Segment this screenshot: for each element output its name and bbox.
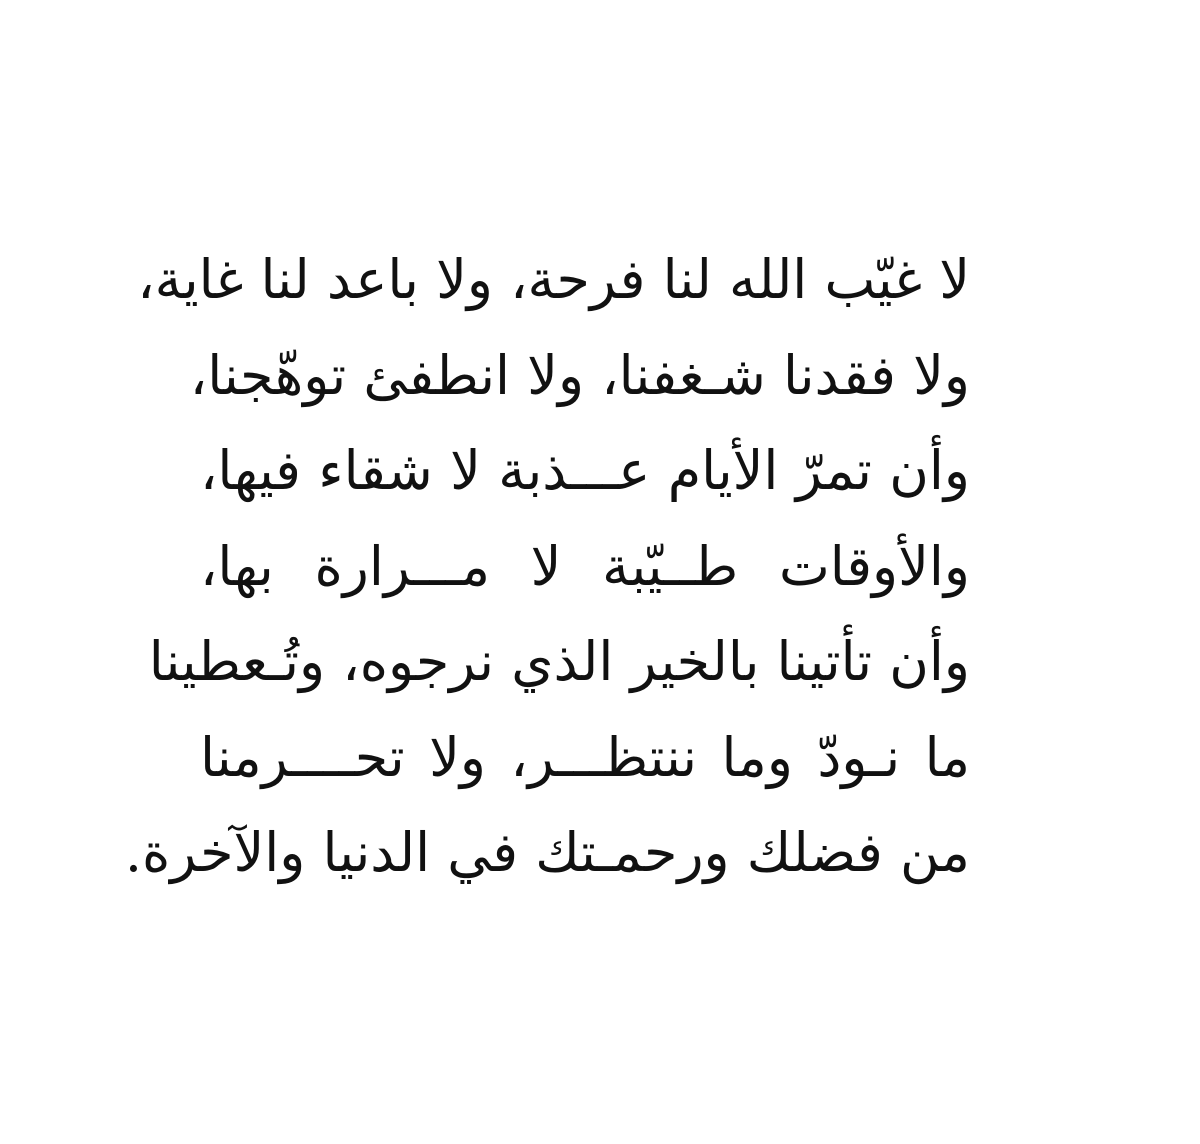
poem-line-5: وأن تأتينا بالخير الذي نرجوه، وتُـعطينا <box>148 630 970 693</box>
poem-line-1: لا غيّب الله لنا فرحة، ولا باعد لنا غاية، <box>137 248 970 311</box>
poem-line-3: وأن تمرّ الأيام عـــذبة لا شقاء فيها، <box>200 439 970 502</box>
poem-text <box>124 232 970 901</box>
poem-line-7: من فضلك ورحمـتك في الدنيا والآخرة. <box>124 821 970 884</box>
poem-line-2: ولا فقدنا شـغفنا، ولا انطفئ توهّجنا، <box>189 343 970 407</box>
poem-line-4: والأوقات طــيّبة لا مـــرارة بها، <box>200 534 970 598</box>
poem-line-6: ما نـودّ وما ننتظـــر، ولا تحــــرمنا <box>200 725 970 789</box>
